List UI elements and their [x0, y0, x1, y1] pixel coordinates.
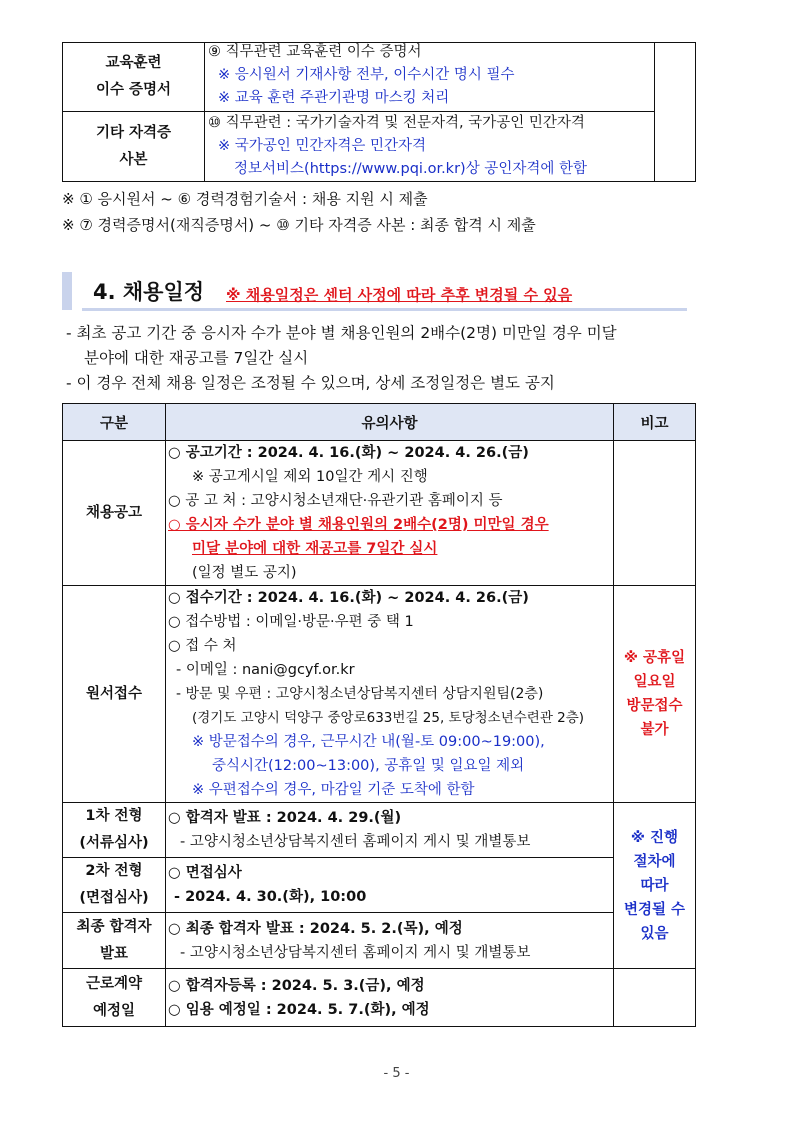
row-label: 원서접수: [63, 586, 166, 803]
row-label: 기타 자격증 사본: [63, 112, 205, 182]
table-row: [63, 441, 696, 586]
row-content: ○ 최종 합격자 발표 : 2024. 5. 2.(목), 예정 - 고양시청소년상담복지센터 홈페이지 게시 및 개별통보: [166, 913, 614, 969]
schedule-table: [62, 403, 696, 1027]
bullet-line: - 이 경우 전체 채용 일정은 조정될 수 있으며, 상세 조정일정은 별도 공지: [66, 374, 555, 392]
remark-cell: [655, 43, 696, 182]
row-label: 근로계약 예정일: [63, 969, 166, 1027]
section-rule: [82, 308, 687, 311]
section-title: 4. 채용일정: [93, 280, 205, 304]
document-table: [62, 42, 696, 182]
remark-note: ※ 진행 절차에 따라 변경될 수 있음: [614, 803, 696, 969]
row-label: 1차 전형 (서류심사): [63, 803, 166, 858]
table-row: [63, 112, 696, 182]
bullet-line: - 최초 공고 기간 중 응시자 수가 분야 별 채용인원의 2배수(2명) 미만일 경우 미달: [66, 324, 617, 342]
row-content: ⑨ 직무관련 교육훈련 이수 증명서 ※ 응시원서 기재사항 전부, 이수시간 명시 필수 ※ 교육 훈련 주관기관명 마스킹 처리: [205, 43, 655, 112]
remark-note: ※ 공휴일 일요일 방문접수 불가: [614, 586, 696, 803]
remark-cell: [614, 441, 696, 586]
page-number: - 5 -: [383, 1066, 410, 1081]
section-bar: [62, 272, 72, 310]
row-content: ○ 합격자등록 : 2024. 5. 3.(금), 예정 ○ 임용 예정일 : 2024. 5. 7.(화), 예정: [166, 969, 614, 1027]
column-header: 유의사항: [166, 404, 614, 441]
column-header: 비고: [614, 404, 696, 441]
submission-note: ※ ① 응시원서 ~ ⑥ 경력경험기술서 : 채용 지원 시 제출: [62, 190, 428, 208]
section-note: ※ 채용일정은 센터 사정에 따라 추후 변경될 수 있음: [226, 286, 573, 304]
table-row: [63, 43, 696, 112]
table-row: [63, 913, 696, 969]
row-content: ○ 합격자 발표 : 2024. 4. 29.(월) - 고양시청소년상담복지센터 홈페이지 게시 및 개별통보: [166, 803, 614, 858]
bullet-line: 분야에 대한 재공고를 7일간 실시: [84, 349, 309, 367]
table-row: [63, 586, 696, 803]
row-label: 2차 전형 (면접심사): [63, 858, 166, 913]
row-content: ○ 접수기간 : 2024. 4. 16.(화) ~ 2024. 4. 26.(금) ○ 접수방법 : 이메일·방문·우편 중 택 1 ○ 접 수 처 - 이메일 : nani@gcyf.or.kr - 방문 및 우편 : 고양시청소년상담복지센터 상담지원팀(2층) (경기도 고양시 덕양구 중앙로633번길 25, 토당청소년수련관 2층) ※ 방문접수의 경우, 근무시간 내(월-토 09:00~19:00), 중식시간(12:00~13:00), 공휴일 및 일요일 제외 ※ 우편접수의 경우, 마감일 기준 도착에 한함: [166, 586, 614, 803]
row-content: ○ 면접심사 - 2024. 4. 30.(화), 10:00: [166, 858, 614, 913]
row-label: 채용공고: [63, 441, 166, 586]
table-row: [63, 969, 696, 1027]
remark-cell: [614, 969, 696, 1027]
table-row: [63, 803, 696, 858]
row-label: 교육훈련 이수 증명서: [63, 43, 205, 112]
submission-note: ※ ⑦ 경력증명서(재직증명서) ~ ⑩ 기타 자격증 사본 : 최종 합격 시 제출: [62, 216, 536, 234]
table-row: [63, 858, 696, 913]
row-label: 최종 합격자 발표: [63, 913, 166, 969]
row-content: ⑩ 직무관련 : 국가기술자격 및 전문자격, 국가공인 민간자격 ※ 국가공인 민간자격은 민간자격 정보서비스(https://www.pqi.or.kr)상 공인자격에 한함: [205, 112, 655, 182]
row-content: ○ 공고기간 : 2024. 4. 16.(화) ~ 2024. 4. 26.(금) ※ 공고게시일 제외 10일간 게시 진행 ○ 공 고 처 : 고양시청소년재단·유관기관 홈페이지 등 ○ 응시자 수가 분야 별 채용인원의 2배수(2명) 미만일 경우 미달 분야에 대한 재공고를 7일간 실시 (일정 별도 공지): [166, 441, 614, 586]
table-header-row: [63, 404, 696, 441]
column-header: 구분: [63, 404, 166, 441]
